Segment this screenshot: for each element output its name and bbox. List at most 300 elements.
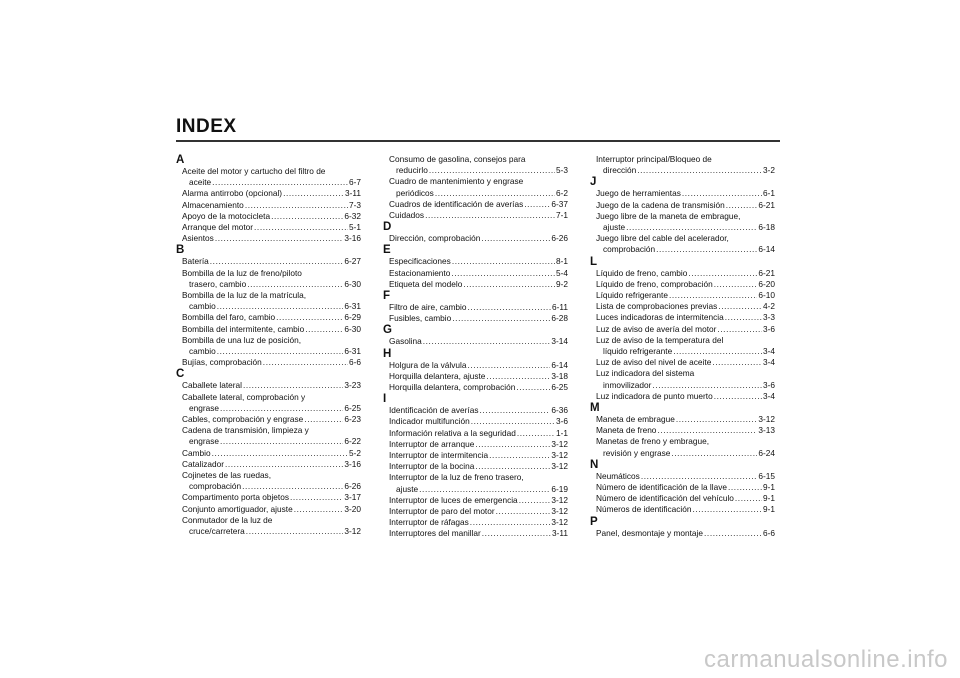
page-title: INDEX — [176, 116, 237, 137]
dot-leader — [212, 448, 348, 459]
title-rule — [176, 140, 780, 142]
section-letter: D — [383, 221, 392, 234]
index-entry[interactable] — [590, 368, 775, 390]
entry-page-number: 6-20 — [758, 278, 775, 289]
dot-leader — [475, 439, 550, 450]
dot-leader — [220, 436, 343, 447]
entry-page-number: 6-29 — [344, 312, 361, 323]
entry-page-number: 6-7 — [349, 177, 361, 188]
dot-leader — [688, 268, 757, 279]
entry-text: Cambio — [182, 447, 211, 458]
index-entry[interactable] — [176, 515, 361, 537]
index-entry[interactable] — [176, 504, 361, 515]
dot-leader — [652, 380, 762, 391]
dot-leader — [217, 346, 344, 357]
section-letter: J — [590, 176, 597, 189]
dot-leader — [475, 461, 550, 472]
watermark: carmanualsonline.info — [704, 646, 948, 673]
entry-text: Horquilla delantera, comprobación — [389, 382, 516, 393]
index-entry[interactable] — [383, 371, 568, 382]
dot-leader — [220, 403, 343, 414]
entry-page-number: 5-1 — [349, 222, 361, 233]
dot-leader — [517, 428, 555, 439]
entry-text: Estacionamiento — [389, 267, 451, 278]
entry-text: Etiqueta del modelo — [389, 278, 463, 289]
index-entry[interactable] — [383, 472, 568, 494]
entry-text: Juego libre del cable del acelerador, — [596, 233, 729, 244]
entry-text: Compartimento porta objetos — [182, 492, 289, 503]
index-entry[interactable] — [590, 312, 775, 323]
entry-page-number: 3-12 — [551, 494, 568, 505]
dot-leader — [482, 528, 551, 539]
entry-page-number: 3-12 — [551, 506, 568, 517]
entry-text: Información relativa a la seguridad — [389, 427, 516, 438]
entry-text: Consumo de gasolina, consejos para — [389, 154, 526, 164]
entry-page-number: 3-17 — [344, 492, 361, 503]
section-letter: F — [383, 290, 391, 303]
entry-page-number: 3-12 — [344, 526, 361, 537]
entry-page-number: 5-4 — [556, 267, 568, 278]
entry-page-number: 6-25 — [551, 382, 568, 393]
entry-text: cruce/carretera — [189, 526, 245, 537]
entry-text: revisión y engrase — [603, 447, 671, 458]
index-entry[interactable] — [590, 335, 775, 357]
dot-leader — [637, 165, 762, 176]
entry-page-number: 3-4 — [763, 390, 775, 401]
entry-text: Conmutador de la luz de — [182, 514, 273, 525]
index-entry[interactable] — [176, 166, 361, 188]
index-entry[interactable] — [590, 324, 775, 335]
index-entry[interactable] — [590, 301, 775, 312]
entry-text: Luz de aviso de la temperatura del — [596, 334, 724, 345]
index-entry[interactable] — [383, 302, 568, 313]
entry-page-number: 3-20 — [344, 503, 361, 514]
index-entry[interactable] — [176, 392, 361, 414]
entry-page-number: 6-24 — [758, 447, 775, 458]
entry-text: Caballete lateral, comprobación y — [182, 391, 306, 402]
entry-page-number: 3-12 — [551, 461, 568, 472]
index-entry[interactable] — [383, 360, 568, 371]
entry-text: engrase — [189, 402, 219, 413]
entry-text: Batería — [182, 256, 209, 267]
index-entry[interactable] — [176, 233, 361, 244]
entry-text: Horquilla delantera, ajuste — [389, 370, 486, 381]
dot-leader — [671, 448, 757, 459]
entry-text: Bombilla del intermitente, cambio — [182, 323, 305, 334]
entry-page-number: 6-1 — [763, 188, 775, 199]
dot-leader — [718, 301, 762, 312]
index-entry[interactable] — [590, 188, 775, 199]
entry-page-number: 6-21 — [758, 199, 775, 210]
index-entry[interactable] — [590, 436, 775, 458]
entry-page-number: 6-28 — [551, 313, 568, 324]
index-entry[interactable] — [383, 336, 568, 347]
entry-text: Cadena de transmisión, limpieza y — [182, 425, 309, 436]
entry-text: Maneta de embrague — [596, 414, 675, 425]
entry-page-number: 6-26 — [551, 233, 568, 244]
index-entry[interactable] — [590, 391, 775, 402]
entry-text: Interruptor de paro del motor — [389, 506, 495, 517]
index-entry[interactable] — [383, 268, 568, 279]
entry-page-number: 3-12 — [551, 450, 568, 461]
section-letter: M — [590, 402, 600, 415]
entry-page-number: 7-1 — [556, 210, 568, 221]
index-entry[interactable] — [176, 188, 361, 199]
entry-text: Juego libre de la maneta de embrague, — [596, 210, 741, 221]
index-entry[interactable] — [176, 200, 361, 211]
index-entry[interactable] — [590, 357, 775, 368]
index-entry[interactable] — [590, 290, 775, 301]
section-letter: E — [383, 244, 391, 257]
index-entry[interactable] — [383, 405, 568, 416]
index-entry[interactable] — [383, 154, 568, 176]
index-entry[interactable] — [176, 290, 361, 312]
dot-leader — [452, 313, 550, 324]
entry-text: Interruptor de arranque — [389, 438, 475, 449]
entry-page-number: 3-23 — [344, 380, 361, 391]
entry-text: Interruptor de la luz de freno trasero, — [389, 472, 524, 483]
dot-leader — [470, 517, 551, 528]
entry-page-number: 3-11 — [552, 528, 568, 539]
index-entry[interactable] — [176, 380, 361, 391]
entry-page-number: 9-1 — [763, 504, 775, 515]
entry-text: Aceite del motor y cartucho del filtro de — [182, 166, 326, 176]
section-letter: G — [383, 324, 392, 337]
entry-text: Bombilla de la luz de la matrícula, — [182, 290, 307, 301]
dot-leader — [452, 256, 555, 267]
dot-leader — [467, 360, 550, 371]
entry-text: Bombilla de la luz de freno/piloto — [182, 267, 302, 278]
index-entry[interactable] — [383, 382, 568, 393]
entry-page-number: 6-14 — [758, 244, 775, 255]
dot-leader — [712, 357, 762, 368]
index-entry[interactable] — [176, 335, 361, 357]
index-column-1 — [176, 154, 361, 537]
dot-leader — [243, 380, 343, 391]
dot-leader — [271, 211, 343, 222]
entry-page-number: 6-6 — [763, 527, 775, 538]
dot-leader — [254, 222, 348, 233]
entry-page-number: 3-16 — [344, 458, 361, 469]
dot-leader — [210, 256, 344, 267]
dot-leader — [304, 414, 343, 425]
dot-leader — [479, 405, 550, 416]
dot-leader — [641, 471, 758, 482]
entry-text: Alarma antirrobo (opcional) — [182, 188, 283, 199]
dot-leader — [714, 391, 762, 402]
dot-leader — [524, 199, 550, 210]
section-letter: H — [383, 347, 392, 360]
entry-page-number: 3-14 — [551, 336, 568, 347]
dot-leader — [692, 504, 762, 515]
index-entry[interactable] — [383, 517, 568, 528]
index-entry[interactable] — [383, 450, 568, 461]
dot-leader — [423, 336, 551, 347]
index-entry[interactable] — [176, 470, 361, 492]
dot-leader — [728, 482, 762, 493]
index-entry[interactable] — [590, 233, 775, 255]
entry-page-number: 3-4 — [763, 357, 775, 368]
section-letter: B — [176, 244, 185, 257]
entry-page-number: 6-25 — [344, 402, 361, 413]
dot-leader — [215, 233, 344, 244]
dot-leader — [451, 268, 555, 279]
dot-leader — [425, 210, 555, 221]
section-letter: C — [176, 368, 185, 381]
entry-text: comprobación — [189, 481, 242, 492]
entry-page-number: 3-2 — [763, 165, 775, 176]
dot-leader — [486, 371, 550, 382]
entry-text: Interruptores del manillar — [389, 528, 481, 539]
entry-text: Maneta de freno — [596, 425, 657, 436]
dot-leader — [626, 222, 757, 233]
entry-text: Manetas de freno y embrague, — [596, 436, 709, 447]
dot-leader — [516, 382, 550, 393]
entry-text: trasero, cambio — [189, 278, 247, 289]
dot-leader — [519, 495, 551, 506]
dot-leader — [463, 279, 555, 290]
dot-leader — [676, 414, 758, 425]
entry-text: Número de identificación del vehículo — [596, 493, 734, 504]
entry-page-number: 6-36 — [551, 405, 568, 416]
entry-page-number: 3-6 — [763, 323, 775, 334]
index-entry[interactable] — [590, 482, 775, 493]
section-letter: P — [590, 515, 598, 528]
index-entry[interactable] — [590, 279, 775, 290]
index-entry[interactable] — [590, 200, 775, 211]
dot-leader — [276, 312, 343, 323]
entry-text: Panel, desmontaje y montaje — [596, 527, 704, 538]
index-entry[interactable] — [383, 176, 568, 198]
entry-page-number: 6-19 — [551, 483, 568, 494]
entry-page-number: 6-10 — [758, 290, 775, 301]
entry-page-number: 4-2 — [763, 301, 775, 312]
entry-text: Bombilla del faro, cambio — [182, 312, 276, 323]
entry-text: Neumáticos — [596, 470, 640, 481]
entry-page-number: 7-3 — [349, 199, 361, 210]
entry-page-number: 6-31 — [344, 301, 361, 312]
entry-page-number: 5-2 — [349, 447, 361, 458]
entry-text: Luces indicadoras de intermitencia — [596, 312, 724, 323]
entry-text: Dirección, comprobación — [389, 233, 481, 244]
index-column-2 — [383, 154, 568, 540]
entry-page-number: 6-14 — [551, 359, 568, 370]
entry-text: Gasolina — [389, 336, 422, 347]
entry-text: Fusibles, cambio — [389, 313, 452, 324]
index-entry[interactable] — [383, 210, 568, 221]
entry-text: Líquido refrigerante — [596, 290, 668, 301]
entry-page-number: 6-15 — [758, 470, 775, 481]
entry-text: Interruptor de la bocina — [389, 461, 475, 472]
entry-text: Números de identificación — [596, 504, 692, 515]
dot-leader — [419, 484, 550, 495]
index-entry[interactable] — [383, 416, 568, 427]
dot-leader — [467, 302, 551, 313]
dot-leader — [481, 233, 550, 244]
dot-leader — [212, 177, 348, 188]
entry-text: Cuadro de mantenimiento y engrase — [389, 176, 524, 187]
entry-text: Arranque del motor — [182, 222, 254, 233]
entry-page-number: 3-12 — [551, 438, 568, 449]
entry-page-number: 6-31 — [344, 346, 361, 357]
entry-text: cambio — [189, 301, 216, 312]
index-entry[interactable] — [590, 471, 775, 482]
entry-text: Número de identificación de la llave — [596, 482, 727, 493]
entry-page-number: 3-13 — [758, 425, 775, 436]
entry-text: ajuste — [396, 483, 419, 494]
entry-page-number: 6-2 — [556, 187, 568, 198]
entry-page-number: 9-1 — [763, 482, 775, 493]
index-entry[interactable] — [176, 222, 361, 233]
entry-page-number: 3-3 — [763, 312, 775, 323]
index-entry[interactable] — [176, 268, 361, 290]
entry-text: Asientos — [182, 233, 214, 244]
entry-page-number: 3-11 — [345, 188, 361, 199]
dot-leader — [283, 188, 344, 199]
index-entry[interactable] — [383, 528, 568, 539]
entry-page-number: 6-37 — [551, 198, 568, 209]
entry-text: Luz indicadora de punto muerto — [596, 390, 713, 401]
entry-text: Luz de aviso de avería del motor — [596, 323, 717, 334]
entry-page-number: 8-1 — [556, 256, 568, 267]
index-entry[interactable] — [383, 428, 568, 439]
entry-text: Luz de aviso del nivel de aceite — [596, 357, 712, 368]
entry-page-number: 6-30 — [344, 323, 361, 334]
entry-text: Caballete lateral — [182, 380, 242, 391]
entry-text: periódicos — [396, 187, 434, 198]
entry-page-number: 6-26 — [344, 481, 361, 492]
entry-text: Cuidados — [389, 210, 425, 221]
index-entry[interactable] — [176, 357, 361, 368]
index-entry[interactable] — [383, 461, 568, 472]
entry-page-number: 6-6 — [349, 357, 361, 368]
index-entry[interactable] — [176, 448, 361, 459]
entry-text: Interruptor principal/Bloqueo de — [596, 154, 712, 164]
dot-leader — [290, 492, 343, 503]
dot-leader — [669, 290, 757, 301]
index-entry[interactable] — [590, 268, 775, 279]
entry-text: cambio — [189, 346, 216, 357]
entry-text: Juego de la cadena de transmisión — [596, 199, 725, 210]
index-entry[interactable] — [176, 256, 361, 267]
index-entry[interactable] — [383, 506, 568, 517]
dot-leader — [263, 357, 348, 368]
index-entry[interactable] — [590, 504, 775, 515]
entry-text: Bombilla de una luz de posición, — [182, 334, 301, 345]
index-entry[interactable] — [590, 425, 775, 436]
dot-leader — [682, 188, 762, 199]
dot-leader — [657, 425, 757, 436]
entry-text: Catalizador — [182, 458, 224, 469]
entry-text: aceite — [189, 177, 212, 188]
entry-page-number: 6-27 — [344, 256, 361, 267]
entry-page-number: 3-12 — [551, 517, 568, 528]
entry-text: Interruptor de intermitencia — [389, 450, 489, 461]
index-entry[interactable] — [383, 313, 568, 324]
entry-page-number: 3-12 — [758, 414, 775, 425]
dot-leader — [217, 301, 344, 312]
index-entry[interactable] — [176, 324, 361, 335]
entry-text: Identificación de averías — [389, 405, 479, 416]
entry-page-number: 6-32 — [344, 210, 361, 221]
dot-leader — [245, 200, 348, 211]
index-entry[interactable] — [590, 154, 775, 176]
dot-leader — [246, 526, 344, 537]
index-entry[interactable] — [176, 425, 361, 447]
index-entry[interactable] — [176, 211, 361, 222]
dot-leader — [704, 528, 762, 539]
index-entry[interactable] — [590, 528, 775, 539]
entry-text: Interruptor de luces de emergencia — [389, 494, 518, 505]
dot-leader — [247, 279, 343, 290]
entry-page-number: 3-6 — [556, 416, 568, 427]
dot-leader — [735, 493, 762, 504]
entry-text: dirección — [603, 165, 637, 176]
dot-leader — [305, 324, 343, 335]
entry-text: Filtro de aire, cambio — [389, 302, 467, 313]
index-entry[interactable] — [176, 414, 361, 425]
entry-text: Bujías, comprobación — [182, 357, 262, 368]
entry-text: Líquido de freno, cambio — [596, 267, 688, 278]
index-entry[interactable] — [590, 493, 775, 504]
index-column-3 — [590, 154, 775, 539]
entry-page-number: 6-21 — [758, 267, 775, 278]
index-entry[interactable] — [176, 459, 361, 470]
dot-leader — [435, 188, 555, 199]
dot-leader — [656, 244, 757, 255]
index-entry[interactable] — [383, 495, 568, 506]
entry-text: Luz indicadora del sistema — [596, 368, 695, 379]
entry-text: Indicador multifunción — [389, 416, 470, 427]
entry-page-number: 3-6 — [763, 379, 775, 390]
entry-text: ajuste — [603, 222, 626, 233]
dot-leader — [471, 416, 555, 427]
index-entry[interactable] — [383, 279, 568, 290]
entry-page-number: 6-23 — [344, 414, 361, 425]
entry-text: Cables, comprobación y engrase — [182, 414, 304, 425]
entry-page-number: 9-2 — [556, 278, 568, 289]
section-letter: N — [590, 458, 599, 471]
entry-page-number: 3-18 — [551, 370, 568, 381]
index-entry[interactable] — [383, 439, 568, 450]
entry-text: Interruptor de ráfagas — [389, 517, 469, 528]
entry-page-number: 6-18 — [758, 222, 775, 233]
entry-text: Especificaciones — [389, 256, 451, 267]
entry-page-number: 3-4 — [763, 346, 775, 357]
entry-text: Lista de comprobaciones previas — [596, 301, 718, 312]
entry-text: líquido refrigerante — [603, 346, 673, 357]
dot-leader — [489, 450, 550, 461]
entry-page-number: 9-1 — [763, 493, 775, 504]
index-entry[interactable] — [590, 211, 775, 233]
index-entry[interactable] — [176, 312, 361, 323]
entry-text: Holgura de la válvula — [389, 359, 467, 370]
section-letter: L — [590, 255, 598, 268]
dot-leader — [673, 346, 762, 357]
index-entry[interactable] — [176, 492, 361, 503]
entry-text: Cuadros de identificación de averías — [389, 198, 524, 209]
index-entry[interactable] — [590, 414, 775, 425]
section-letter: I — [383, 393, 387, 406]
entry-page-number: 6-30 — [344, 278, 361, 289]
index-entry[interactable] — [383, 233, 568, 244]
index-entry[interactable] — [383, 256, 568, 267]
entry-page-number: 6-22 — [344, 436, 361, 447]
entry-text: Juego de herramientas — [596, 188, 681, 199]
index-entry[interactable] — [383, 199, 568, 210]
entry-text: comprobación — [603, 244, 656, 255]
dot-leader — [429, 165, 555, 176]
